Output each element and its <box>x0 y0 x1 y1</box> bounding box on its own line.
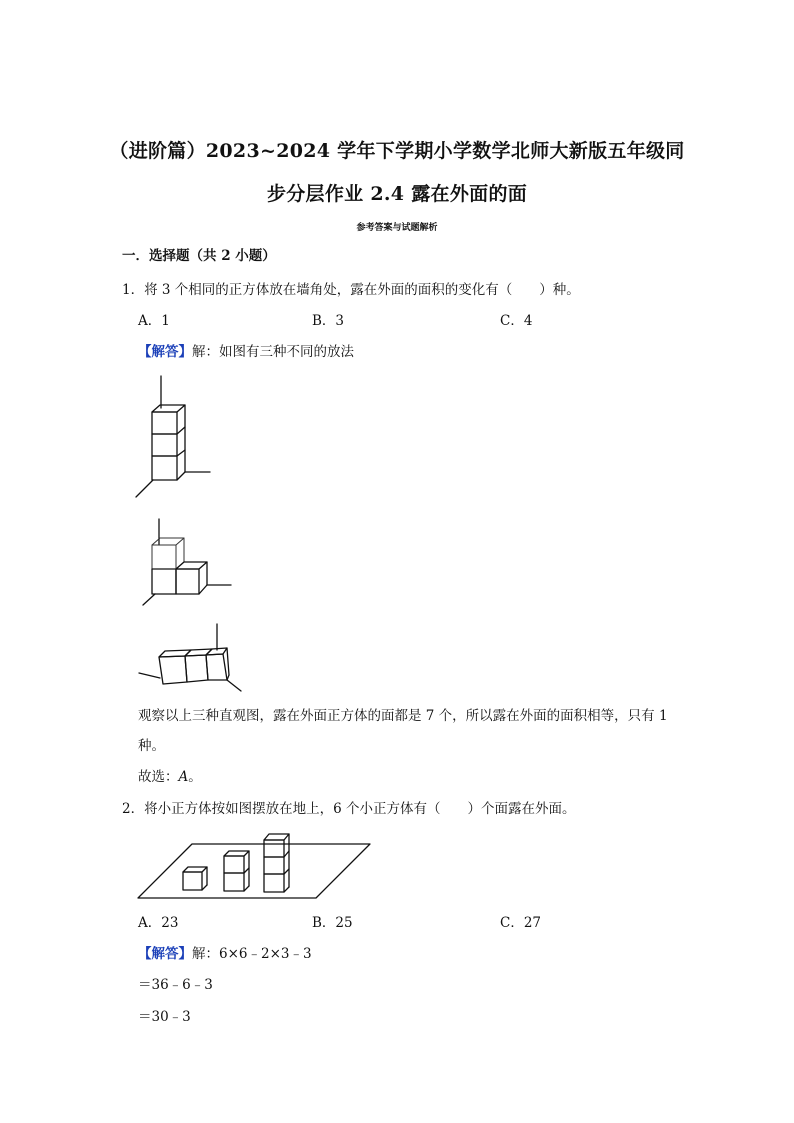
floor-cubes-figure <box>130 826 380 904</box>
question-1-stem: 1．将 3 个相同的正方体放在墙角处，露在外面的面积的变化有（ ）种。 <box>122 282 580 298</box>
document-subtitle: 参考答案与试题解析 <box>356 223 438 233</box>
question-2-answer <box>138 945 312 963</box>
question-2-step-2: ＝30﹣3 <box>138 1009 191 1025</box>
answer-tag: 【解答】 <box>138 344 192 360</box>
question-2-option-b: B．25 <box>312 915 353 931</box>
choice-prefix: 故选： <box>138 769 179 785</box>
question-2-step-1: ＝36﹣6﹣3 <box>138 977 213 993</box>
horizontal-row-figure <box>135 620 245 695</box>
document-title-line-2: 步分层作业 2.4 露在外面的面 <box>266 183 528 205</box>
section-heading: 一．选择题（共 2 小题） <box>122 248 276 264</box>
question-1-explanation-line-2: 种。 <box>138 738 165 754</box>
choice-suffix: 。 <box>188 769 202 785</box>
l-shape-figure <box>135 515 235 610</box>
question-2-stem: 2．将小正方体按如图摆放在地上，6 个小正方体有（ ）个面露在外面。 <box>122 801 576 817</box>
question-1-explanation-line-1: 观察以上三种直观图，露在外面正方体的面都是 7 个，所以露在外面的面积相等，只有 1 <box>138 708 668 724</box>
vertical-stack-figure <box>130 372 220 500</box>
answer-tag: 【解答】 <box>138 946 192 962</box>
answer-text: 解：如图有三种不同的放法 <box>192 344 354 360</box>
question-1-option-c: C．4 <box>500 313 533 329</box>
question-2-option-c: C．27 <box>500 915 542 931</box>
question-1-option-b: B．3 <box>312 313 345 329</box>
answer-text: 解：6×6﹣2×3﹣3 <box>192 946 312 962</box>
question-1-answer <box>138 343 354 361</box>
question-1-option-a: A．1 <box>138 313 170 329</box>
choice-value: A <box>178 769 189 785</box>
question-2-option-a: A．23 <box>138 915 179 931</box>
question-1-choice <box>138 768 202 786</box>
document-title-line-1: （进阶篇）2023~2024 学年下学期小学数学北师大新版五年级同 <box>109 140 685 162</box>
